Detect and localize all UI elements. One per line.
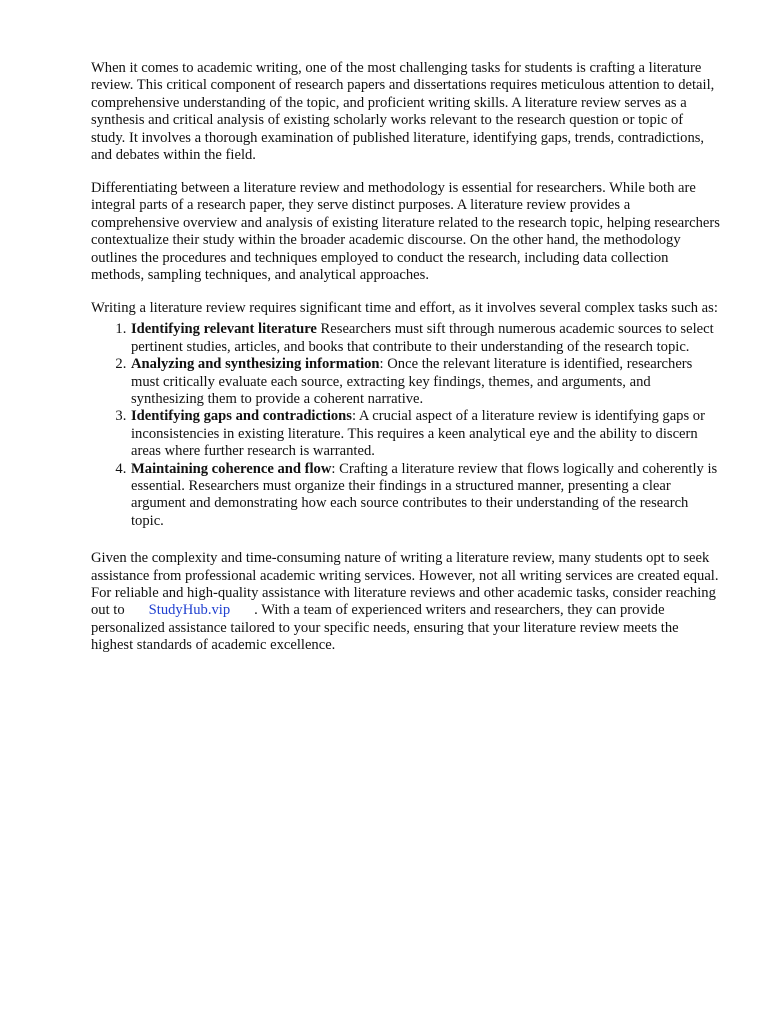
tasks-list [91, 321, 721, 530]
list-item [130, 408, 721, 460]
list-item-text: : Crafting a literature review that flows logically and coherently is essential. Researchers must organize their findings in a structured manner, presenting a clear argument and demonstrating how each source contributes to their understanding of the research topic. [131, 460, 718, 529]
comparison-paragraph: Differentiating between a literature review and methodology is essential for researchers. While both are integral parts of a research paper, they serve distinct purposes. A literature review provides a comprehensive overview and analysis of existing literature related to the research topic, helping researchers contextualize their study within the broader academic discourse. On the other hand, the methodology outlines the procedures and techniques employed to conduct the research, including data collection methods, sampling techniques, and analytical approaches. [91, 179, 720, 283]
list-item-text: : A crucial aspect of a literature review is identifying gaps or inconsistencies in existing literature. This requires a keen analytical eye and the ability to discern areas where further research is warranted. [131, 408, 705, 460]
closing-text-after-link: . With a team of experienced writers and researchers, they can provide personalized assistance tailored to your specific needs, ensuring that your literature review meets the highest standards of academic excellence. [91, 602, 679, 654]
list-item [130, 461, 721, 531]
list-item-title: Maintaining coherence and flow [131, 460, 332, 477]
list-item-text: : Once the relevant literature is identified, researchers must critically evaluate each source, extracting key findings, themes, and arguments, and synthesizing them to provide a coherent narrative. [131, 356, 693, 407]
tasks-intro-paragraph: Writing a literature review requires significant time and effort, as it involves several complex tasks such as: [91, 299, 718, 316]
list-item-title: Identifying relevant literature [131, 321, 317, 338]
list-item-title: Analyzing and synthesizing information [131, 356, 380, 373]
intro-paragraph: When it comes to academic writing, one of the most challenging tasks for students is crafting a literature review. This critical component of research papers and dissertations requires meticulous attention to detail, comprehensive understanding of the topic, and proficient writing skills. A literature review serves as a synthesis and critical analysis of existing scholarly works relevant to the research question or topic of study. It involves a thorough examination of published literature, identifying gaps, trends, contradictions, and debates within the field. [91, 60, 715, 164]
list-item-text: Researchers must sift through numerous academic sources to select pertinent studies, articles, and books that contribute to their understanding of the research topic. [131, 321, 714, 355]
document-page [91, 60, 721, 670]
studyhub-link[interactable]: StudyHub.vip [148, 602, 231, 619]
closing-text-before-link: Given the complexity and time-consuming nature of writing a literature review, many students opt to seek assistance from professional academic writing services. However, not all writing services are created equal. For reliable and high-quality assistance with literature reviews and other academic tasks, consider reaching out to [91, 550, 719, 619]
list-item [130, 321, 721, 356]
closing-paragraph [91, 550, 721, 654]
list-item-title: Identifying gaps and contradictions [131, 408, 352, 425]
list-item [130, 356, 721, 408]
